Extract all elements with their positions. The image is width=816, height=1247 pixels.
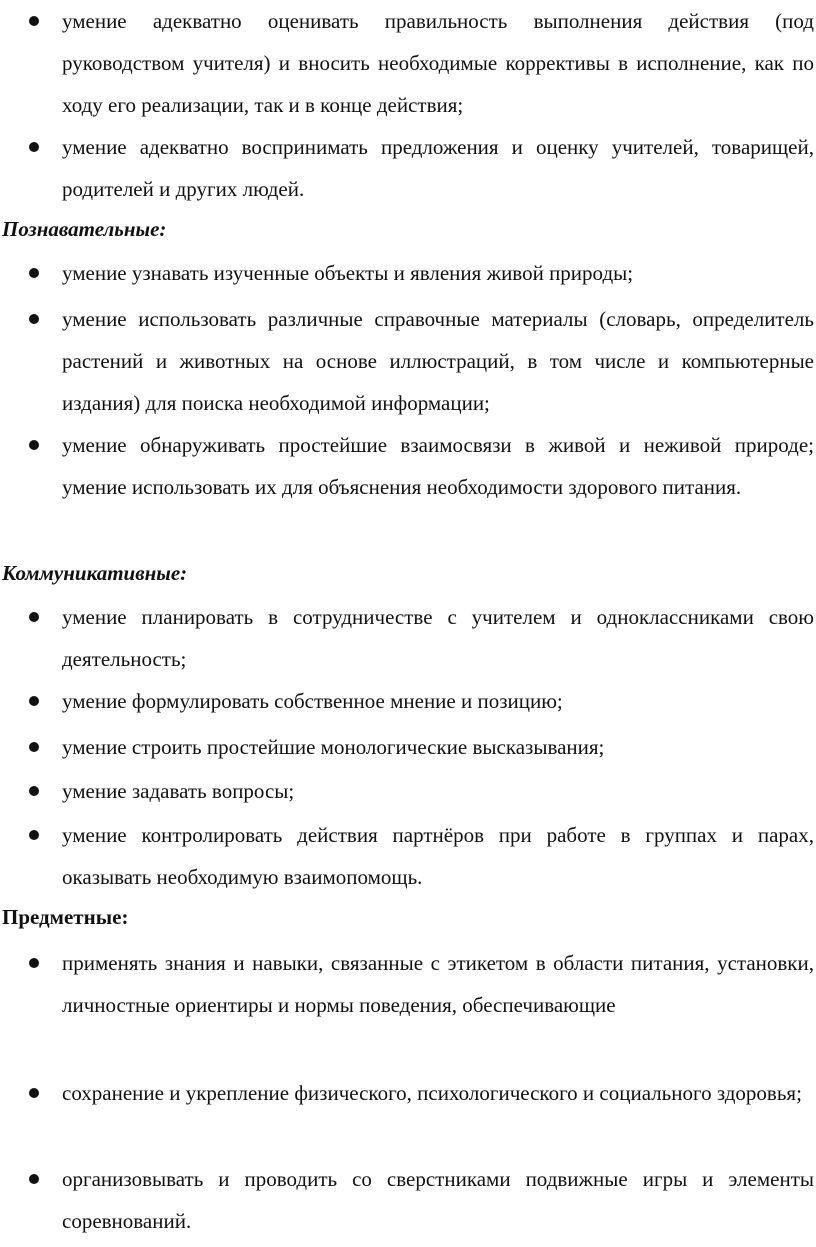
list-item-text: умение обнаруживать простейшие взаимосвязи в живой и неживой природе; умение использовать их для объяснения необходимости здорового питания. (62, 433, 814, 499)
list-item-text: организовывать и проводить со сверстниками подвижные игры и элементы соревнований. (62, 1167, 814, 1233)
bullet-icon (29, 314, 39, 324)
list-item-text: умение строить простейшие монологические высказывания; (62, 735, 605, 759)
list-item-text: умение адекватно воспринимать предложения и оценку учителей, товарищей, родителей и других людей. (62, 135, 814, 201)
bullet-icon (29, 958, 39, 968)
bullet-icon (29, 1174, 39, 1184)
list-item-text: умение задавать вопросы; (62, 779, 295, 803)
bullet-icon (29, 1088, 39, 1098)
bullet-icon (29, 612, 39, 622)
bullet-icon (29, 742, 39, 752)
bullet-icon (29, 268, 39, 278)
bullet-icon (29, 830, 39, 840)
list-item-text: умение контролировать действия партнёров при работе в группах и парах, оказывать необходимую взаимопомощь. (62, 823, 814, 889)
list-item-text: сохранение и укрепление физического, психологического и социального здоровья; (62, 1081, 802, 1105)
bullet-icon (29, 696, 39, 706)
list-item-text: умение использовать различные справочные материалы (словарь, определитель растений и животных на основе иллюстраций, в том числе и компьютерные издания) для поиска необходимой информации; (62, 307, 814, 415)
section-heading-subject: Предметные: (2, 905, 129, 929)
bullet-icon (29, 142, 39, 152)
bullet-icon (29, 440, 39, 450)
section-heading-cognitive: Познавательные: (2, 217, 167, 241)
list-item-text: применять знания и навыки, связанные с этикетом в области питания, установки, личностные ориентиры и нормы поведения, обеспечивающие (62, 951, 814, 1017)
bullet-icon (29, 786, 39, 796)
bullet-icon (29, 16, 39, 26)
section-heading-communicative: Коммуникативные: (2, 561, 188, 585)
list-item-text: умение адекватно оценивать правильность выполнения действия (под руководством учителя) и вносить необходимые коррективы в исполнение, как по ходу его реализации, так и в конце действия; (62, 9, 814, 117)
list-item-text: умение формулировать собственное мнение и позицию; (62, 689, 563, 713)
list-item-text: умение узнавать изученные объекты и явления живой природы; (62, 261, 634, 285)
list-item-text: умение планировать в сотрудничестве с учителем и одноклассниками свою деятельность; (62, 605, 814, 671)
